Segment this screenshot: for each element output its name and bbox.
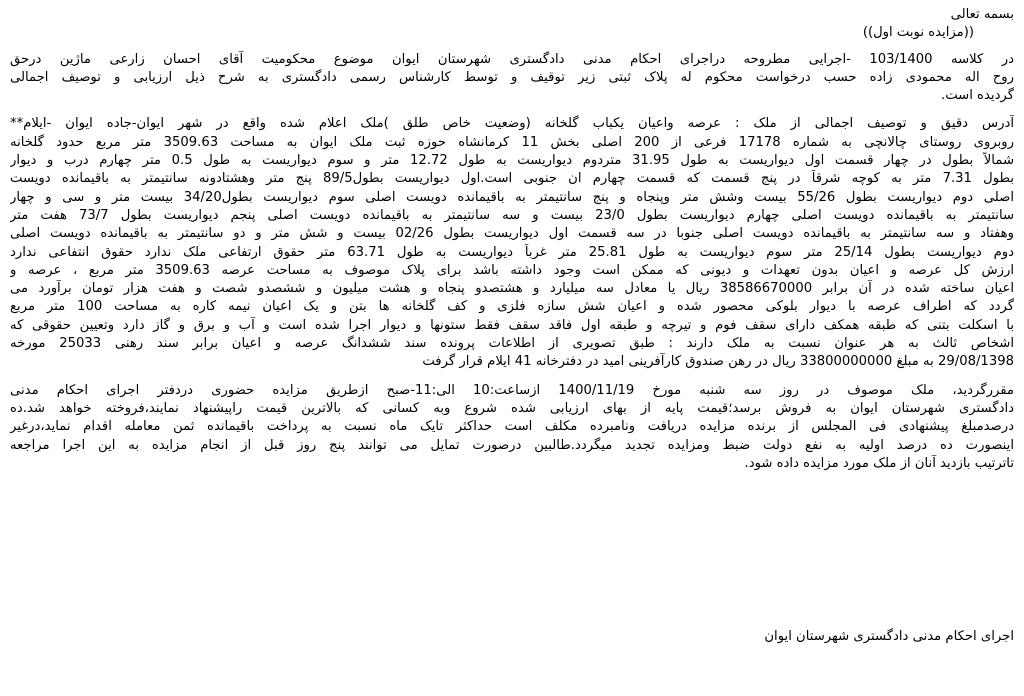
property-description-paragraph — [10, 115, 1014, 371]
paragraph-line: در کلاسه 103/1400 -اجرایی مطروحه دراجرای احکام مدنی دادگستری شهرستان ایوان موضوع محکومیت آقای احسان زارعی ماژین درحق — [10, 51, 1014, 67]
paragraph-line: دوم دیواریست بطول 25/14 متر سوم دیواریست به طول 25.81 متر غرباً دیواریست به طول 63.71 متر حقوق ارتفاعی ملک ندارد حقوق انتفاعی ندارد — [10, 244, 1014, 260]
paragraph-line: گردد که اطراف عرصه با دیوار بلوکی محصور شده و اعیان شش سازه فلزی و کف گلخانه ها بتن و یک اعیان نیمه کاره به مساحت 100 متر مربع — [10, 299, 1014, 315]
paragraph-line: مقررگردید، ملک موصوف در روز سه شنبه مورخ 1400/11/19 ازساعت:10 الی:11-صبح ازطریق مزایده حضوری دردفتر اجرای احکام مدنی — [10, 382, 1014, 398]
paragraph-line: بطول 7.31 متر به کوچه شرقاً در پنج قسمت که قسمت چهارم ان جنوبی است.اول دیواریست بطول89/5 پنج متر وهشتادونه سانتیمتر به باقیمانده دویست — [10, 171, 1014, 187]
issuer-signature: اجرای احکام مدنی دادگستری شهرستان ایوان — [764, 629, 1014, 644]
paragraph-line: با اسکلت بتنی که طبقه همکف دارای سقف فوم و تیرچه و طبقه اول فاقد سقف فقط ستونها و دیوار اجرا شده است و آب و برق و گاز دارد وتعیین حقوقی که — [10, 317, 1014, 333]
paragraph-line: ارزش کل عرصه و اعیان بدون تعهدات و دیونی که ممکن است وجود داشته باشد برای پلاک موصوف به مساحت عرصه 3509.63 متر مربع ، عرصه و — [10, 262, 1014, 278]
paragraph-line: 29/08/1398 به مبلغ 33800000000 ریال در رهن صندوق کارآفرینی امید در دفترخانه 41 ایلام قرار گرفت — [422, 354, 1014, 370]
paragraph-line: شمالاً بطول در چهار قسمت اول دیواریست به طول 31.95 متردوم دیواریست به طول 12.72 متر و سوم دیواریست به طول 0.5 متر چهارم درب و دیوار — [10, 153, 1014, 169]
paragraph-line: وهفتاد و سه سانتیمتر به باقیمانده دویست اصلی جنوبا در سه قسمت اول دیواریست بطول 02/26 بیست و شش متر و دو سانتیمتر به باقیمانده دویست اصلی — [10, 226, 1014, 242]
paragraph-line: درصدمبلغ پیشنهادی فی المجلس از برنده مزایده دریافت ونامبرده مکلف است حداکثر تایک ماه نسبت به پرداخت باقیمانده ثمن معامله اقدام نماید،درغیر — [10, 419, 1014, 435]
paragraph-line: دادگستری شهرستان ایوان به فروش برسد؛قیمت پایه از بهای ارزیابی شده شروع وبه کسانی که بالاترین قیمت راپیشنهاد نمایند،فروخته خواهد شد.ده — [10, 400, 1014, 416]
document-title: بسمه تعالی — [950, 7, 1014, 22]
paragraph-line: روح اله محمودی زاده حسب درخواست محکوم له پلاک ثبتی زیر توقیف و توسط کارشناس رسمی دادگستری به شرح ذیل ارزیابی و توصیف اجمالی — [10, 69, 1014, 85]
paragraph-line: سانتیمتر به باقیمانده دویست اصلی چهارم دیواریست بطول 23/0 بیست و سه سانتیمتر به باقیمانده دویست اصلی پنجم دیواریست بطول 73/7 هفت متر — [10, 207, 1014, 223]
paragraph-line: اعیان ساخته شده در آن برابر 38586670000 ریال یا معادل سه میلیارد و هشتصدو پنجاه و هشت میلیون و ششصدو شصت و هفت هزار تومان برآورد می — [10, 281, 1014, 297]
paragraph-line: گردیده است. — [941, 88, 1014, 104]
paragraph-line: اصلی دوم دیواریست بطول 55/26 بیست وشش متر وپنجاه و پنج سانتیمتر به باقیمانده دویست اصلی سوم دیواریست بطول34/20 بیست متر و سی و چهار — [10, 189, 1014, 205]
case-paragraph — [10, 51, 1014, 106]
auction-terms-paragraph — [10, 382, 1014, 473]
paragraph-line: آدرس دقیق و توصیف اجمالی از ملک : عرصه واعیان یکباب گلخانه (وضعیت خاص طلق )ملک اعلام شده واقع در شهر ایوان-جاده ایوان -ایلام** — [10, 116, 1014, 132]
document-subtitle: ((مزایده نوبت اول)) — [862, 25, 974, 41]
paragraph-line: اشخاص ثالث به هر عنوان نسبت به ملک دارند : طبق تصویری از اطلاعات پرونده سند ششدانگ عرصه و اعیان برابر سند رهنی 25033 مورخه — [10, 336, 1014, 352]
paragraph-line: اینصورت ده درصد اولیه به نفع دولت ضبط ومزایده تجدید میگردد.طالبین درصورت تمایل می توانند پنج روز قبل از انجام مزایده به این اجرا مراجعه — [10, 437, 1014, 453]
paragraph-line: تاترتیب بازدید آنان از ملک مورد مزایده داده شود. — [744, 455, 1014, 471]
paragraph-line: روبروی روستای چالانچی به شماره 17178 فرعی از 200 اصلی بخش 11 کرمانشاه حوزه ثبت ملک ایوان به مساحت 3509.63 متر مربع حدود گلخانه — [10, 134, 1014, 150]
